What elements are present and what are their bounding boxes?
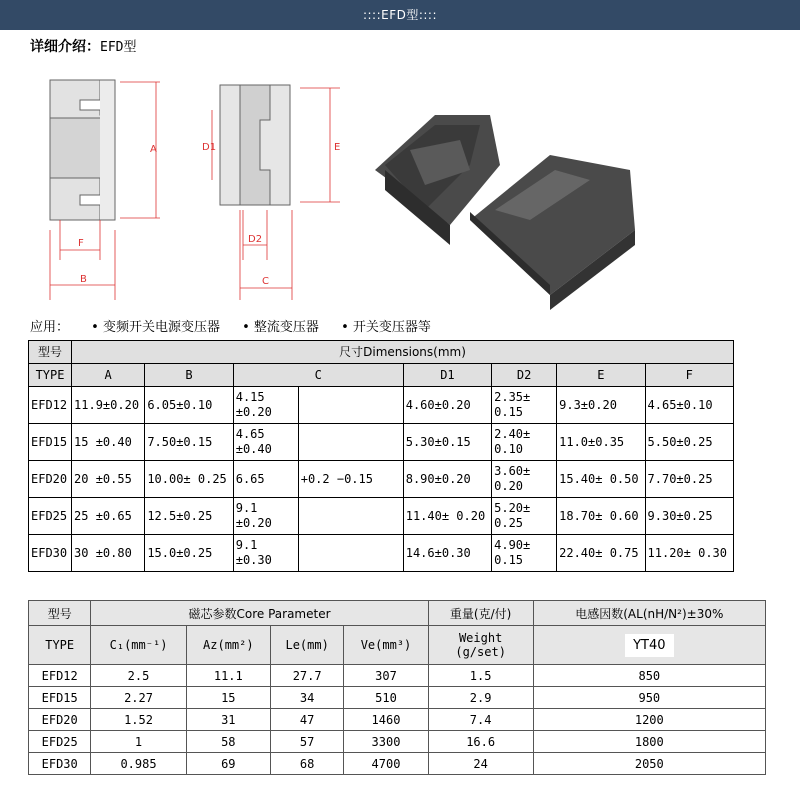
- col-header-f: F: [645, 364, 733, 387]
- core-parameter-header: 磁芯参数Core Parameter: [91, 601, 428, 626]
- cell-al: 1800: [533, 731, 765, 753]
- table-row: [29, 665, 766, 687]
- cell-type: EFD25: [29, 731, 91, 753]
- cell-ve: 307: [344, 665, 428, 687]
- intro-title: [30, 36, 136, 56]
- cell-f: 4.65±0.10: [645, 387, 733, 424]
- cell-az: 31: [186, 709, 270, 731]
- side-view-drawing: [220, 85, 290, 205]
- dimensions-header: 尺寸Dimensions(mm): [72, 341, 734, 364]
- cell-f: 9.30±0.25: [645, 498, 733, 535]
- cell-weight: 24: [428, 753, 533, 775]
- cell-e: 22.40± 0.75: [557, 535, 645, 572]
- cell-ve: 3300: [344, 731, 428, 753]
- intro-model: EFD型: [100, 40, 137, 55]
- cell-b: 10.00± 0.25: [145, 461, 233, 498]
- core-parameter-table: [28, 600, 766, 775]
- cell-c: 4.65 ±0.40: [233, 424, 298, 461]
- front-view-drawing: [50, 80, 115, 220]
- cell-al: 2050: [533, 753, 765, 775]
- table-row: [29, 753, 766, 775]
- cell-c1: 2.27: [91, 687, 186, 709]
- weight-en-header: Weight (g/set): [428, 626, 533, 665]
- cell-le: 68: [270, 753, 343, 775]
- al-material-badge: YT40: [625, 634, 673, 657]
- cell-c1: 1: [91, 731, 186, 753]
- table-row: [29, 687, 766, 709]
- col-header-a: A: [72, 364, 145, 387]
- al-header: 电感因数(AL(nH/N²)±30%: [533, 601, 765, 626]
- cell-c: 9.1 ±0.20: [233, 498, 298, 535]
- cell-a: 20 ±0.55: [72, 461, 145, 498]
- col-header-ve: Ve(mm³): [344, 626, 428, 665]
- cell-al: 950: [533, 687, 765, 709]
- col-header-az: Az(mm²): [186, 626, 270, 665]
- cell-d2: 4.90± 0.15: [492, 535, 557, 572]
- cell-le: 27.7: [270, 665, 343, 687]
- cell-b: 12.5±0.25: [145, 498, 233, 535]
- application-label: 应用：: [30, 320, 70, 335]
- cell-c1: 2.5: [91, 665, 186, 687]
- label-f: F: [78, 238, 84, 249]
- application-item: • 整流变压器: [242, 320, 319, 335]
- cell-az: 11.1: [186, 665, 270, 687]
- table-row: [29, 498, 734, 535]
- cell-d1: 8.90±0.20: [403, 461, 491, 498]
- cell-le: 47: [270, 709, 343, 731]
- cell-d2: 2.35± 0.15: [492, 387, 557, 424]
- cell-e: 9.3±0.20: [557, 387, 645, 424]
- cell-d1: 14.6±0.30: [403, 535, 491, 572]
- cell-d2: 3.60± 0.20: [492, 461, 557, 498]
- col-header-c1: C₁(mm⁻¹): [91, 626, 186, 665]
- table-row: [29, 461, 734, 498]
- cell-weight: 1.5: [428, 665, 533, 687]
- cell-le: 34: [270, 687, 343, 709]
- cell-f: 11.20± 0.30: [645, 535, 733, 572]
- weight-header: 重量(克/付): [428, 601, 533, 626]
- cell-b: 15.0±0.25: [145, 535, 233, 572]
- cell-weight: 2.9: [428, 687, 533, 709]
- table-row: [29, 709, 766, 731]
- cell-d2: 2.40± 0.10: [492, 424, 557, 461]
- dimensions-table: [28, 340, 734, 572]
- type-en-header: TYPE: [29, 364, 72, 387]
- cell-b: 7.50±0.15: [145, 424, 233, 461]
- cell-d1: 4.60±0.20: [403, 387, 491, 424]
- application-item: • 变频开关电源变压器: [91, 320, 220, 335]
- cell-c1: 0.985: [91, 753, 186, 775]
- cell-f: 7.70±0.25: [645, 461, 733, 498]
- cell-weight: 7.4: [428, 709, 533, 731]
- cell-type: EFD15: [29, 687, 91, 709]
- col-header-d2: D2: [492, 364, 557, 387]
- cell-type: EFD12: [29, 665, 91, 687]
- core-drawings: [30, 70, 730, 310]
- table-row: [29, 535, 734, 572]
- cell-ve: 4700: [344, 753, 428, 775]
- cell-type: EFD12: [29, 387, 72, 424]
- label-c: C: [262, 276, 269, 287]
- cell-c-tol: [298, 535, 403, 572]
- cell-c-tol: [298, 498, 403, 535]
- type-cn-header: 型号: [29, 601, 91, 626]
- col-header-b: B: [145, 364, 233, 387]
- cell-c1: 1.52: [91, 709, 186, 731]
- cell-c: 6.65: [233, 461, 298, 498]
- label-e: E: [334, 142, 341, 153]
- application-line: [30, 316, 449, 335]
- cell-c-tol: [298, 387, 403, 424]
- cell-b: 6.05±0.10: [145, 387, 233, 424]
- type-cn-header: 型号: [29, 341, 72, 364]
- table-row: [29, 387, 734, 424]
- cell-d1: 11.40± 0.20: [403, 498, 491, 535]
- col-header-d1: D1: [403, 364, 491, 387]
- cell-a: 25 ±0.65: [72, 498, 145, 535]
- cell-type: EFD20: [29, 461, 72, 498]
- cell-type: EFD30: [29, 753, 91, 775]
- type-en-header: TYPE: [29, 626, 91, 665]
- cell-e: 18.70± 0.60: [557, 498, 645, 535]
- ferrite-core-photo: [375, 115, 635, 310]
- table-row: [29, 731, 766, 753]
- intro-label: 详细介绍：: [30, 39, 100, 55]
- cell-type: EFD25: [29, 498, 72, 535]
- cell-e: 11.0±0.35: [557, 424, 645, 461]
- cell-d1: 5.30±0.15: [403, 424, 491, 461]
- cell-type: EFD30: [29, 535, 72, 572]
- cell-c: 4.15 ±0.20: [233, 387, 298, 424]
- label-d2: D2: [248, 234, 263, 245]
- cell-weight: 16.6: [428, 731, 533, 753]
- cell-a: 15 ±0.40: [72, 424, 145, 461]
- col-header-le: Le(mm): [270, 626, 343, 665]
- cell-az: 15: [186, 687, 270, 709]
- cell-ve: 1460: [344, 709, 428, 731]
- cell-type: EFD15: [29, 424, 72, 461]
- col-header-e: E: [557, 364, 645, 387]
- cell-le: 57: [270, 731, 343, 753]
- label-a: A: [150, 144, 157, 155]
- table-row: [29, 424, 734, 461]
- cell-a: 30 ±0.80: [72, 535, 145, 572]
- cell-al: 1200: [533, 709, 765, 731]
- cell-f: 5.50±0.25: [645, 424, 733, 461]
- label-d1: D1: [202, 142, 217, 153]
- cell-ve: 510: [344, 687, 428, 709]
- page-header: ::::EFD型::::: [0, 0, 800, 30]
- cell-e: 15.40± 0.50: [557, 461, 645, 498]
- col-header-c: C: [233, 364, 403, 387]
- label-b: B: [80, 274, 87, 285]
- cell-c: 9.1 ±0.30: [233, 535, 298, 572]
- cell-a: 11.9±0.20: [72, 387, 145, 424]
- cell-az: 69: [186, 753, 270, 775]
- cell-al: 850: [533, 665, 765, 687]
- cell-c-tol: [298, 424, 403, 461]
- cell-d2: 5.20± 0.25: [492, 498, 557, 535]
- cell-c-tol: +0.2 −0.15: [298, 461, 403, 498]
- cell-type: EFD20: [29, 709, 91, 731]
- application-item: • 开关变压器等: [341, 320, 431, 335]
- cell-az: 58: [186, 731, 270, 753]
